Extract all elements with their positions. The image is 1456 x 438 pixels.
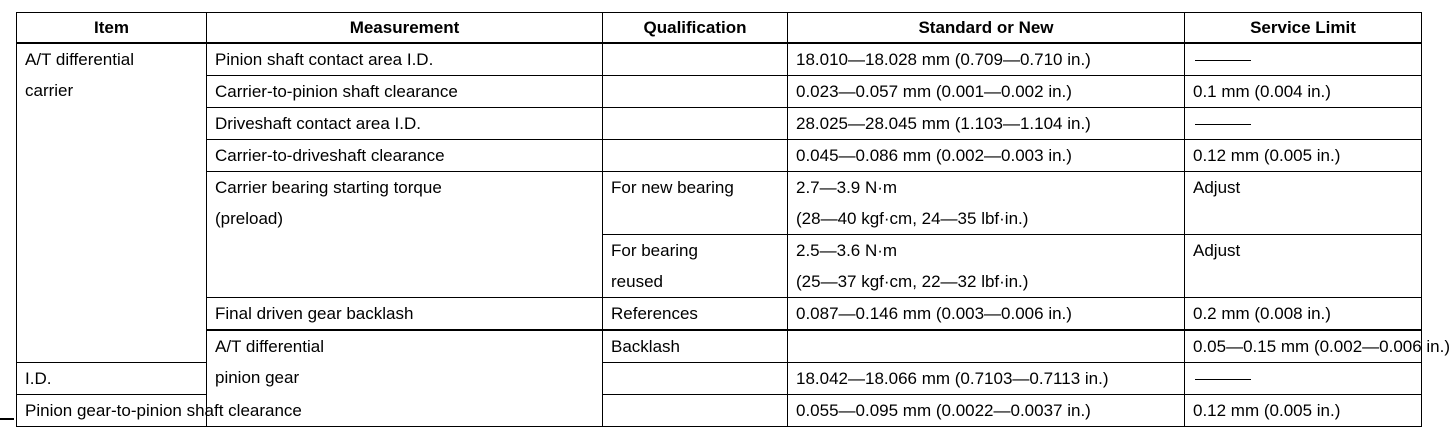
qualification-cell (603, 363, 788, 395)
standard-cell: 0.087—0.146 mm (0.003—0.006 in.) (788, 298, 1185, 331)
standard-value: (25—37 kgf·cm, 22—32 lbf·in.) (796, 272, 1029, 291)
table-row (17, 43, 1422, 76)
limit-cell: Adjust (1185, 235, 1422, 298)
limit-cell: 0.12 mm (0.005 in.) (1185, 395, 1422, 427)
header-qualification: Qualification (603, 13, 788, 44)
measurement-cell: Carrier-to-pinion shaft clearance (207, 76, 603, 108)
limit-cell (1185, 363, 1422, 395)
header-row (17, 13, 1422, 44)
standard-cell: 28.025—28.045 mm (1.103—1.104 in.) (788, 108, 1185, 140)
standard-cell: 0.045—0.086 mm (0.002—0.003 in.) (788, 140, 1185, 172)
standard-cell: 0.055—0.095 mm (0.0022—0.0037 in.) (788, 395, 1185, 427)
limit-cell (1185, 43, 1422, 76)
qualification-label: reused (611, 272, 663, 291)
table-row (17, 108, 1422, 140)
standard-cell: 18.042—18.066 mm (0.7103—0.7113 in.) (788, 363, 1185, 395)
qualification-cell (603, 140, 788, 172)
qualification-cell (603, 395, 788, 427)
measurement-cell: I.D. (17, 363, 207, 395)
measurement-cell: Pinion gear-to-pinion shaft clearance (17, 395, 207, 427)
measurement-cell: Final driven gear backlash (207, 298, 603, 331)
measurement-cell (207, 172, 603, 298)
qualification-cell (603, 43, 788, 76)
measurement-cell: Backlash (603, 330, 788, 363)
qualification-cell (788, 330, 1185, 363)
measurement-cell: Pinion shaft contact area I.D. (207, 43, 603, 76)
qualification-label: For bearing (611, 241, 698, 260)
qualification-cell: References (603, 298, 788, 331)
no-limit-dash (1195, 60, 1251, 61)
table-row (17, 298, 1422, 331)
limit-cell: 0.2 mm (0.008 in.) (1185, 298, 1422, 331)
standard-value: (28—40 kgf·cm, 24—35 lbf·in.) (796, 209, 1029, 228)
item-label: pinion gear (215, 368, 300, 387)
table-row (17, 140, 1422, 172)
measurement-label: Carrier bearing starting torque (215, 178, 442, 197)
table-row (17, 172, 1422, 235)
standard-cell: 0.023—0.057 mm (0.001—0.002 in.) (788, 76, 1185, 108)
page-rule (0, 418, 14, 420)
no-limit-dash (1195, 124, 1251, 125)
table-row (17, 76, 1422, 108)
measurement-cell: Carrier-to-driveshaft clearance (207, 140, 603, 172)
standard-cell (788, 172, 1185, 235)
item-label: A/T differential (215, 337, 324, 356)
standard-cell: 18.010—18.028 mm (0.709—0.710 in.) (788, 43, 1185, 76)
standard-value: 2.7—3.9 N·m (796, 178, 898, 197)
limit-cell: 0.1 mm (0.004 in.) (1185, 76, 1422, 108)
header-standard: Standard or New (788, 13, 1185, 44)
standard-value: 2.5—3.6 N·m (796, 241, 898, 260)
table-row (17, 330, 1422, 363)
qualification-cell: For new bearing (603, 172, 788, 235)
measurement-cell: Driveshaft contact area I.D. (207, 108, 603, 140)
limit-cell: Adjust (1185, 172, 1422, 235)
qualification-cell (603, 76, 788, 108)
limit-cell: 0.12 mm (0.005 in.) (1185, 140, 1422, 172)
item-label: carrier (25, 81, 74, 100)
measurement-label: (preload) (215, 209, 284, 228)
no-limit-dash (1195, 379, 1251, 380)
spec-table (16, 12, 1451, 427)
header-service-limit: Service Limit (1185, 13, 1422, 44)
limit-cell (1185, 108, 1422, 140)
standard-cell: 0.05—0.15 mm (0.002—0.006 in.) (1185, 330, 1422, 363)
item-label: A/T differential (25, 50, 134, 69)
qualification-cell (603, 235, 788, 298)
header-item: Item (17, 13, 207, 44)
item-cell (17, 43, 207, 363)
standard-cell (788, 235, 1185, 298)
header-measurement: Measurement (207, 13, 603, 44)
qualification-cell (603, 108, 788, 140)
